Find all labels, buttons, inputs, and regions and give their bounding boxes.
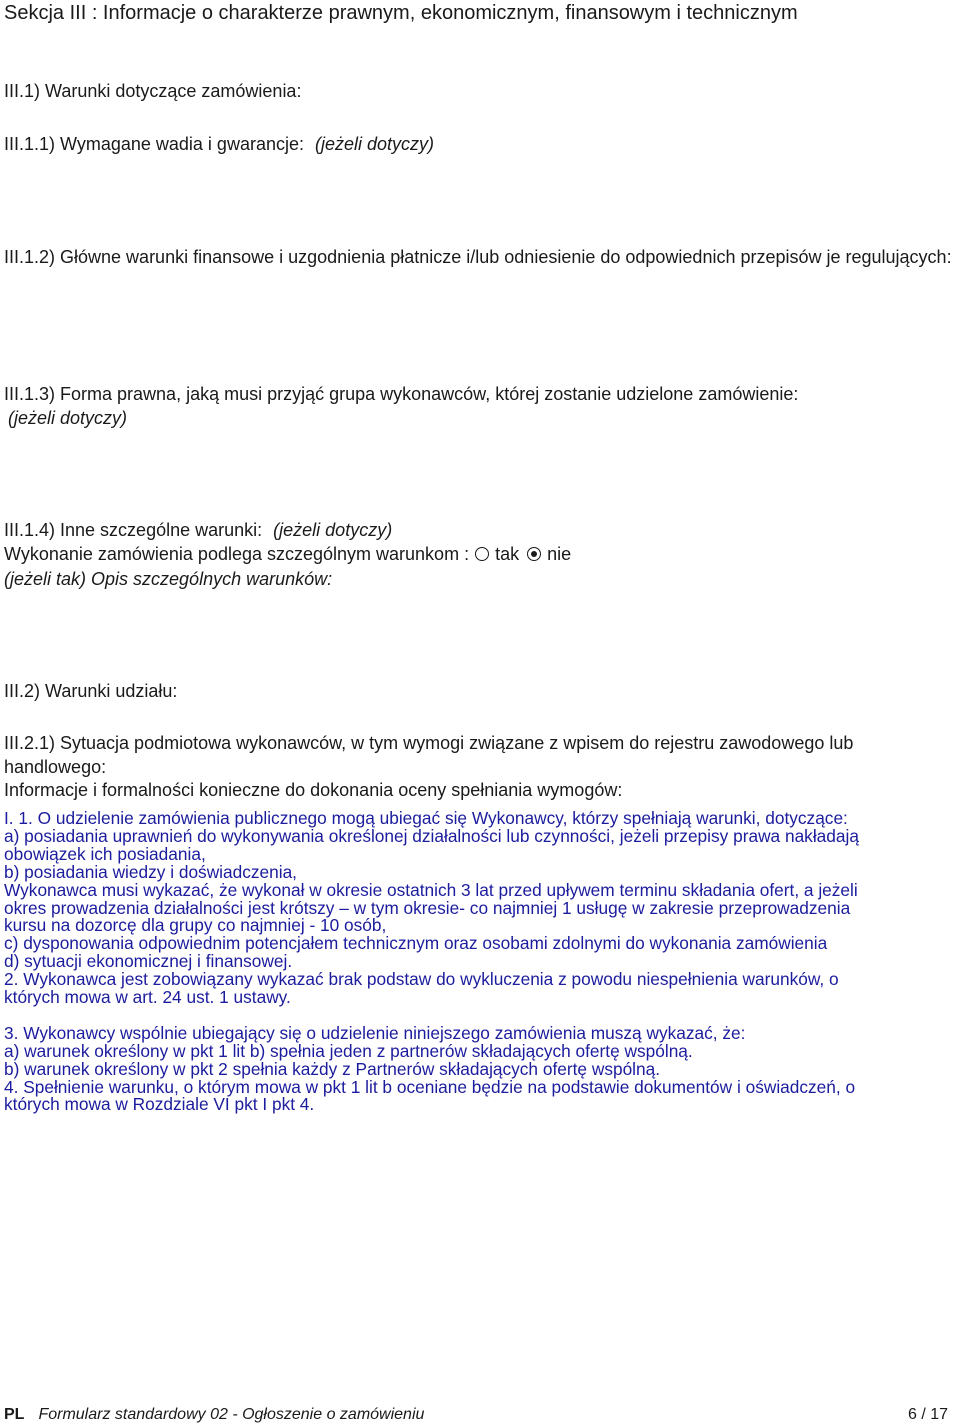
text-line: Wykonawca musi wykazać, że wykonał w okresie ostatnich 3 lat przed upływem terminu składania ofert, a jeżeli <box>4 879 858 900</box>
info-formalities-label: Informacje i formalności konieczne do dokonania oceny spełniania wymogów: <box>4 780 623 800</box>
special-conditions-question-text: Wykonanie zamówienia podlega szczególnym warunkom : <box>4 543 470 564</box>
heading-iii-1: III.1) Warunki dotyczące zamówienia: <box>4 81 302 101</box>
footer-form-name: Formularz standardowy 02 - Ogłoszenie o zamówieniu <box>38 1406 425 1423</box>
heading-iii-1-4-label: III.1.4) Inne szczególne warunki: <box>4 520 263 540</box>
heading-iii-2: III.2) Warunki udziału: <box>4 681 178 701</box>
text-line: kursu na dozorcę dla grupy co najmniej - 10 osób, <box>4 915 387 936</box>
text-line: 4. Spełnienie warunku, o którym mowa w pkt 1 lit b oceniane będzie na podstawie dokumentów i oświadczeń, o <box>4 1076 856 1097</box>
text-line: I. 1. O udzielenie zamówienia publicznego mogą ubiegać się Wykonawcy, którzy spełniają warunki, dotyczące: <box>4 808 848 828</box>
text-line: obowiązek ich posiadania, <box>4 843 206 864</box>
heading-iii-1-3 <box>4 382 954 430</box>
heading-iii-1-3-label: III.1.3) Forma prawna, jaką musi przyjąć grupa wykonawców, której zostanie udzielone zamówienie: <box>4 384 799 404</box>
conditions-text-block <box>4 810 954 1114</box>
heading-iii-1-2: III.1.2) Główne warunki finansowe i uzgodnienia płatnicze i/lub odniesienie do odpowiednich przepisów je regulujących: <box>4 247 952 267</box>
heading-iii-2-1: III.2.1) Sytuacja podmiotowa wykonawców, w tym wymogi związane z wpisem do rejestru zawodowego lub handlowego: <box>4 733 854 777</box>
heading-iii-1-4 <box>4 518 954 542</box>
footer-lang: PL <box>4 1406 25 1423</box>
text-line: a) posiadania uprawnień do wykonywania określonej działalności lub czynności, jeżeli przepisy prawa nakładają <box>4 825 859 846</box>
heading-iii-1-1 <box>4 132 954 156</box>
radio-nie-icon[interactable] <box>527 547 541 561</box>
footer-page-number: 6 / 17 <box>907 1406 948 1423</box>
text-line: okres prowadzenia działalności jest krótszy – w tym okresie- co najmniej 1 usługę w zakresie przeprowadzenia <box>4 897 851 918</box>
text-line: c) dysponowania odpowiednim potencjałem technicznym oraz osobami zdolnymi do wykonania zamówienia <box>4 933 828 954</box>
text-line: b) posiadania wiedzy i doświadczenia, <box>4 861 297 882</box>
text-line: których mowa w art. 24 ust. 1 ustawy. <box>4 987 291 1008</box>
radio-nie-label[interactable]: nie <box>547 543 572 564</box>
page-footer <box>4 1406 948 1424</box>
radio-tak-label[interactable]: tak <box>495 543 520 564</box>
heading-iii-1-4-note: (jeżeli dotyczy) <box>273 520 393 540</box>
heading-iii-1-3-note: (jeżeli dotyczy) <box>8 408 128 428</box>
text-line: b) warunek określony w pkt 2 spełnia każdy z Partnerów składających ofertę wspólną. <box>4 1058 661 1079</box>
text-line: których mowa w Rozdziale VI pkt I pkt 4. <box>4 1094 315 1115</box>
text-line: d) sytuacji ekonomicznej i finansowej. <box>4 951 293 972</box>
special-conditions-question <box>4 542 954 566</box>
text-line: a) warunek określony w pkt 1 lit b) spełnia jeden z partnerów składających ofertę wspólną. <box>4 1040 693 1061</box>
radio-tak-icon[interactable] <box>475 547 489 561</box>
special-conditions-desc-label: (jeżeli tak) Opis szczególnych warunków: <box>4 569 333 589</box>
section-title: Sekcja III : Informacje o charakterze prawnym, ekonomicznym, finansowym i technicznym <box>4 2 798 24</box>
heading-iii-1-1-label: III.1.1) Wymagane wadia i gwarancje: <box>4 134 304 154</box>
heading-iii-1-1-note: (jeżeli dotyczy) <box>315 134 435 154</box>
text-line: 3. Wykonawcy wspólnie ubiegający się o udzielenie niniejszego zamówienia muszą wykazać, że: <box>4 1022 746 1043</box>
text-line: 2. Wykonawca jest zobowiązany wykazać brak podstaw do wykluczenia z powodu niespełnienia warunków, o <box>4 969 839 990</box>
